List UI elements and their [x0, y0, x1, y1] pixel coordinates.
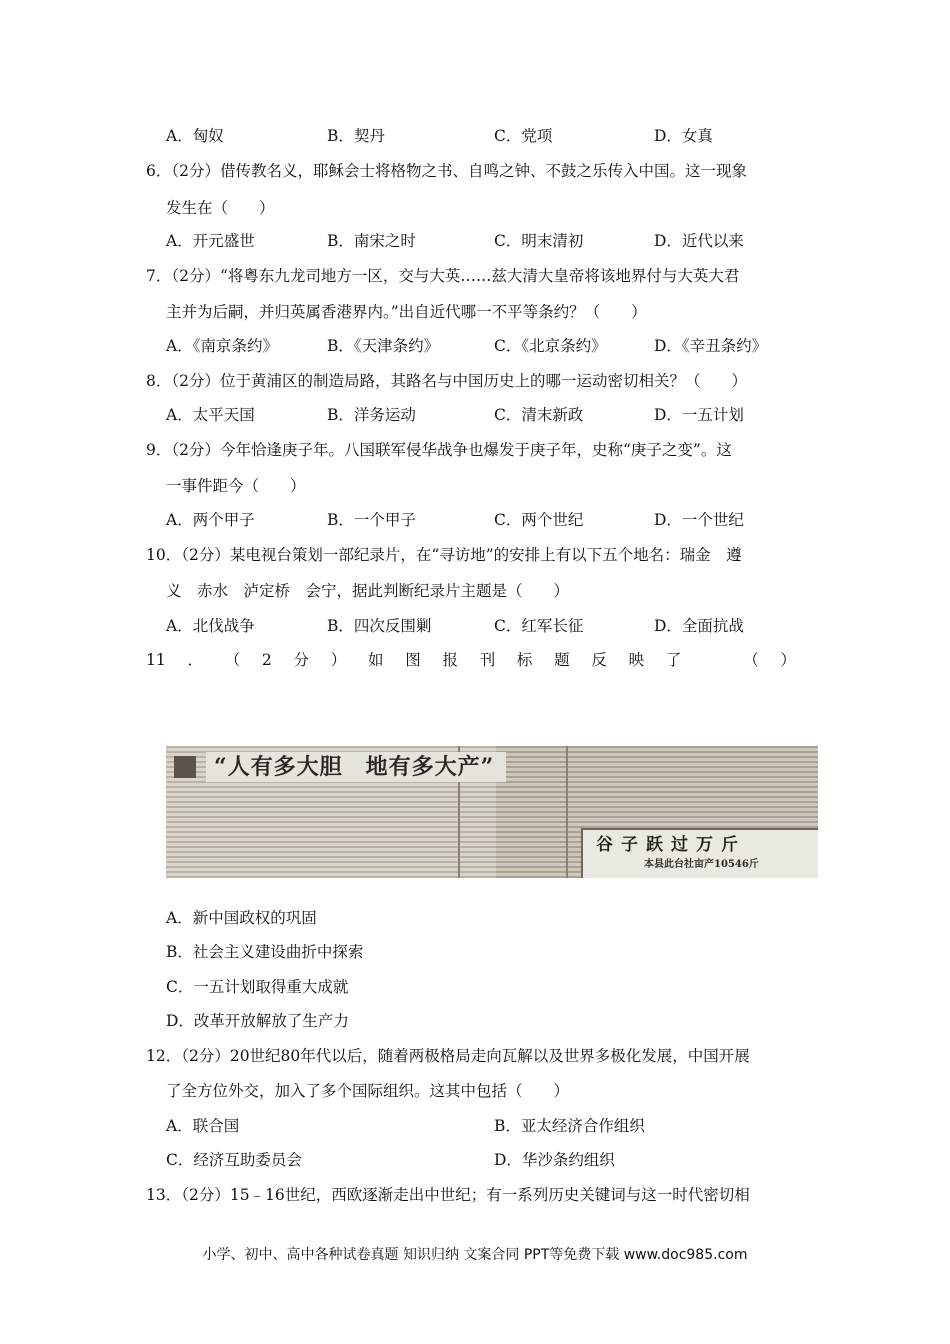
q11-token: 了	[665, 651, 682, 669]
q11-option-b: B．社会主义建设曲折中探索	[166, 943, 364, 961]
newspaper-emblem	[174, 756, 196, 778]
q11-token: 反	[591, 651, 607, 669]
q8-option-d: D．一五计划	[654, 406, 744, 424]
q12-option-c: C．经济互助委员会	[166, 1151, 302, 1169]
q11-token: ）	[330, 651, 347, 669]
q11-token: 报	[442, 651, 458, 669]
q8-options	[166, 405, 816, 425]
q11-token: 题	[554, 651, 570, 669]
q8-option-a: A．太平天国	[166, 406, 255, 424]
q7-option-d: D．《辛丑条约》	[654, 337, 768, 355]
q9-stem-line1: 9．（2分）今年恰逢庚子年。八国联军侵华战争也爆发于庚子年，史称“庚子之变”。这	[146, 441, 732, 459]
q12-option-d: D．华沙条约组织	[494, 1151, 615, 1169]
page-footer: 小学、初中、高中各种试卷真题 知识归纳 文案合同 PPT等免费下载 www.doc985.com	[202, 1247, 748, 1263]
q10-option-a: A．北伐战争	[166, 617, 255, 635]
q6-option-a: A．开元盛世	[166, 232, 255, 250]
q12-options-row1	[166, 1116, 816, 1136]
newspaper-sub-headline: 谷子跃过万斤	[596, 835, 746, 855]
q12-options-row2	[166, 1150, 816, 1170]
q11-token: 分	[293, 651, 310, 669]
q5-option-c: C．党项	[494, 127, 553, 145]
q8-stem: 8．（2分）位于黄浦区的制造局路，其路名与中国历史上的哪一运动密切相关？（ ）	[146, 372, 747, 390]
q11-option-a: A．新中国政权的巩固	[166, 909, 317, 927]
q12-stem-line2: 了全方位外交，加入了多个国际组织。这其中包括（ ）	[166, 1082, 570, 1100]
q5-option-b: B．契丹	[327, 127, 385, 145]
q6-option-d: D．近代以来	[654, 232, 744, 250]
q11-token: 标	[516, 651, 533, 669]
q9-option-d: D．一个世纪	[654, 511, 744, 529]
q11-token: （	[743, 651, 759, 669]
q12-stem-line1: 12．（2分）20世纪80年代以后，随着两极格局走向瓦解以及世界多极化发展，中国开展	[146, 1047, 750, 1065]
q6-options	[166, 231, 816, 251]
column-rule	[566, 746, 568, 878]
newspaper-sub-caption: 本县此台社亩产10546斤	[644, 859, 759, 870]
q7-stem-line1: 7．（2分）“将粤东九龙司地方一区，交与大英……兹大清大皇帝将该地界付与大英大君	[146, 267, 740, 285]
q11-token: 映	[628, 651, 645, 669]
q5-option-d: D．女真	[654, 127, 713, 145]
q7-option-c: C．《北京条约》	[494, 337, 607, 355]
q11-stem	[146, 650, 796, 670]
q11-token: 刊	[479, 651, 496, 669]
q5-option-a: A．匈奴	[166, 127, 224, 145]
q11-token: ．	[187, 651, 203, 669]
q10-option-b: B．四次反围剿	[327, 617, 432, 635]
q6-option-c: C．明末清初	[494, 232, 584, 250]
q11-option-d: D．改革开放解放了生产力	[166, 1012, 349, 1030]
q9-options	[166, 510, 816, 530]
q5-options	[166, 126, 816, 146]
q9-stem-line2: 一事件距今（ ）	[166, 477, 306, 495]
q9-option-a: A．两个甲子	[166, 511, 255, 529]
newspaper-image	[166, 746, 818, 878]
q11-token: 11	[146, 651, 166, 669]
q10-stem-line1: 10．（2分）某电视台策划一部纪录片，在“寻访地”的安排上有以下五个地名：瑞金 遵	[146, 546, 742, 564]
newspaper-headline: “人有多大胆 地有多大产”	[214, 754, 495, 780]
q11-token: 2	[261, 651, 272, 669]
q7-option-b: B．《天津条约》	[327, 337, 440, 355]
q9-option-c: C．两个世纪	[494, 511, 584, 529]
q11-token: ）	[780, 651, 796, 669]
q6-stem-line2: 发生在（ ）	[166, 199, 275, 217]
q10-options	[166, 616, 816, 636]
q11-token: 如	[367, 651, 384, 669]
q9-option-b: B．一个甲子	[327, 511, 416, 529]
q6-stem-line1: 6．（2分）借传教名义，耶稣会士将格物之书、自鸣之钟、不鼓之乐传入中国。这一现象	[146, 162, 747, 180]
q8-option-c: C．清末新政	[494, 406, 584, 424]
q6-option-b: B．南宋之时	[327, 232, 416, 250]
q13-stem-line1: 13．（2分）15﹣16世纪，西欧逐渐走出中世纪；有一系列历史关键词与这一时代密切相	[146, 1186, 750, 1204]
q10-option-c: C．红军长征	[494, 617, 584, 635]
q11-option-c: C．一五计划取得重大成就	[166, 978, 349, 996]
q11-token: （	[224, 651, 241, 669]
q7-stem-line2: 主并为后嗣，并归英属香港界内。”出自近代哪一不平等条约？（ ）	[166, 303, 647, 321]
q12-option-a: A．联合国	[166, 1117, 240, 1135]
q11-token: 图	[405, 651, 421, 669]
q10-stem-line2: 义 赤水 泸定桥 会宁，据此判断纪录片主题是（ ）	[166, 582, 570, 600]
q7-option-a: A．《南京条约》	[166, 337, 278, 355]
q10-option-d: D．全面抗战	[654, 617, 744, 635]
q12-option-b: B．亚太经济合作组织	[494, 1117, 645, 1135]
q7-options	[166, 336, 816, 356]
q8-option-b: B．洋务运动	[327, 406, 416, 424]
